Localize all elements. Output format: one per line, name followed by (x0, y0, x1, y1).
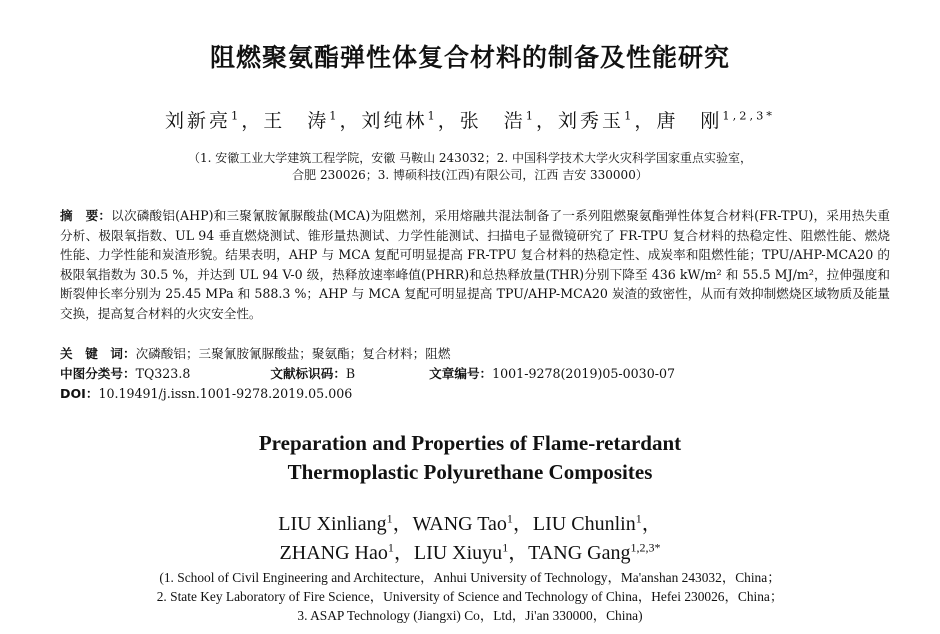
keywords-label: 关 键 词： (60, 346, 136, 361)
abstract-label: 摘 要： (60, 208, 112, 223)
english-title-line-1: Preparation and Properties of Flame-retardant (258, 431, 682, 455)
chinese-authors: 刘新亮$^1$，王 涛$^1$，刘纯林$^1$，张 浩$^1$，刘秀玉$^1$，唐 刚$^{1,2,3*}$ (164, 108, 776, 132)
chinese-affiliations (0, 150, 940, 184)
abstract-text: 以次磷酸铝(AHP)和三聚氰胺氰脲酸盐(MCA)为阻燃剂，采用熔融共混法制备了一系列阻燃聚氨酯弹性体复合材料(FR-TPU)，采用热失重分析、极限氧指数、UL 94 垂直燃烧测试、锥形量热测试、力学性能测试、扫描电子显微镜研究了 FR-TPU 复合材料的热稳定性、阻燃性能、燃烧性能、力学性能和炭渣形貌。结果表明，AHP 与 MCA 复配可明显提高 FR-TPU 复合材料的热稳定性、成炭率和阻燃性能；TPU/AHP-MCA20 的极限氧指数为 30.5 %，并达到 UL 94 V-0 级，热释放速率峰值(PHRR)和总热释放量(THR)分别下降至 436 kW/m² 和 55.5 MJ/m²，拉伸强度和断裂伸长率分别为 25.45 MPa 和 588.3 %；AHP 与 MCA 复配可明显提高 TPU/AHP-MCA20 炭渣的致密性，从而有效抑制燃烧区域物质及能量交换，提高复合材料的火灾安全性。 (60, 208, 891, 321)
clc-value: TQ323.8 (135, 366, 191, 381)
english-affiliation-line-2: 2. State Key Laboratory of Fire Science，University of Science and Technology of China，Hefei 230026，China； (156, 589, 784, 604)
english-affiliations (0, 568, 940, 625)
chinese-affiliation-line-1: （1. 安徽工业大学建筑工程学院，安徽 马鞍山 243032；2. 中国科学技术大学火灾科学国家重点实验室， (188, 151, 752, 165)
classification-line (60, 365, 890, 383)
chinese-title: 阻燃聚氨酯弹性体复合材料的制备及性能研究 (209, 43, 730, 72)
doi-line (60, 385, 890, 403)
doc-code-label: 文献标识码： (270, 366, 346, 381)
keywords-text: 次磷酸铝；三聚氰胺氰脲酸盐；聚氨酯；复合材料；阻燃 (135, 346, 451, 361)
doi-label: DOI： (60, 386, 99, 401)
english-authors-line-2: ZHANG Hao$^1$，LIU Xiuyu$^1$，TANG Gang$^{1,2,3*}$ (279, 540, 661, 564)
doc-code-value: B (345, 366, 356, 381)
keywords (60, 345, 890, 363)
english-title (0, 429, 940, 487)
chinese-affiliation-line-2: 合肥 230026；3. 博硕科技(江西)有限公司，江西 吉安 330000） (292, 168, 648, 182)
abstract (60, 206, 890, 323)
english-authors (0, 510, 940, 568)
english-title-line-2: Thermoplastic Polyurethane Composites (287, 460, 653, 484)
article-number-value: 1001-9278(2019)05-0030-07 (492, 366, 675, 381)
clc-label: 中图分类号： (60, 366, 136, 381)
english-affiliation-line-1: (1. School of Civil Engineering and Architecture，Anhui University of Technology，Ma'anshan 243032，China； (159, 570, 781, 585)
article-number-label: 文章编号： (429, 366, 493, 381)
doi-value: 10.19491/j.issn.1001-9278.2019.05.006 (98, 386, 353, 401)
english-authors-line-1: LIU Xinliang$^1$，WANG Tao$^1$，LIU Chunlin$^1$， (278, 511, 662, 535)
english-affiliation-line-3: 3. ASAP Technology (Jiangxi) Co，Ltd，Ji'an 330000，China) (297, 608, 643, 623)
